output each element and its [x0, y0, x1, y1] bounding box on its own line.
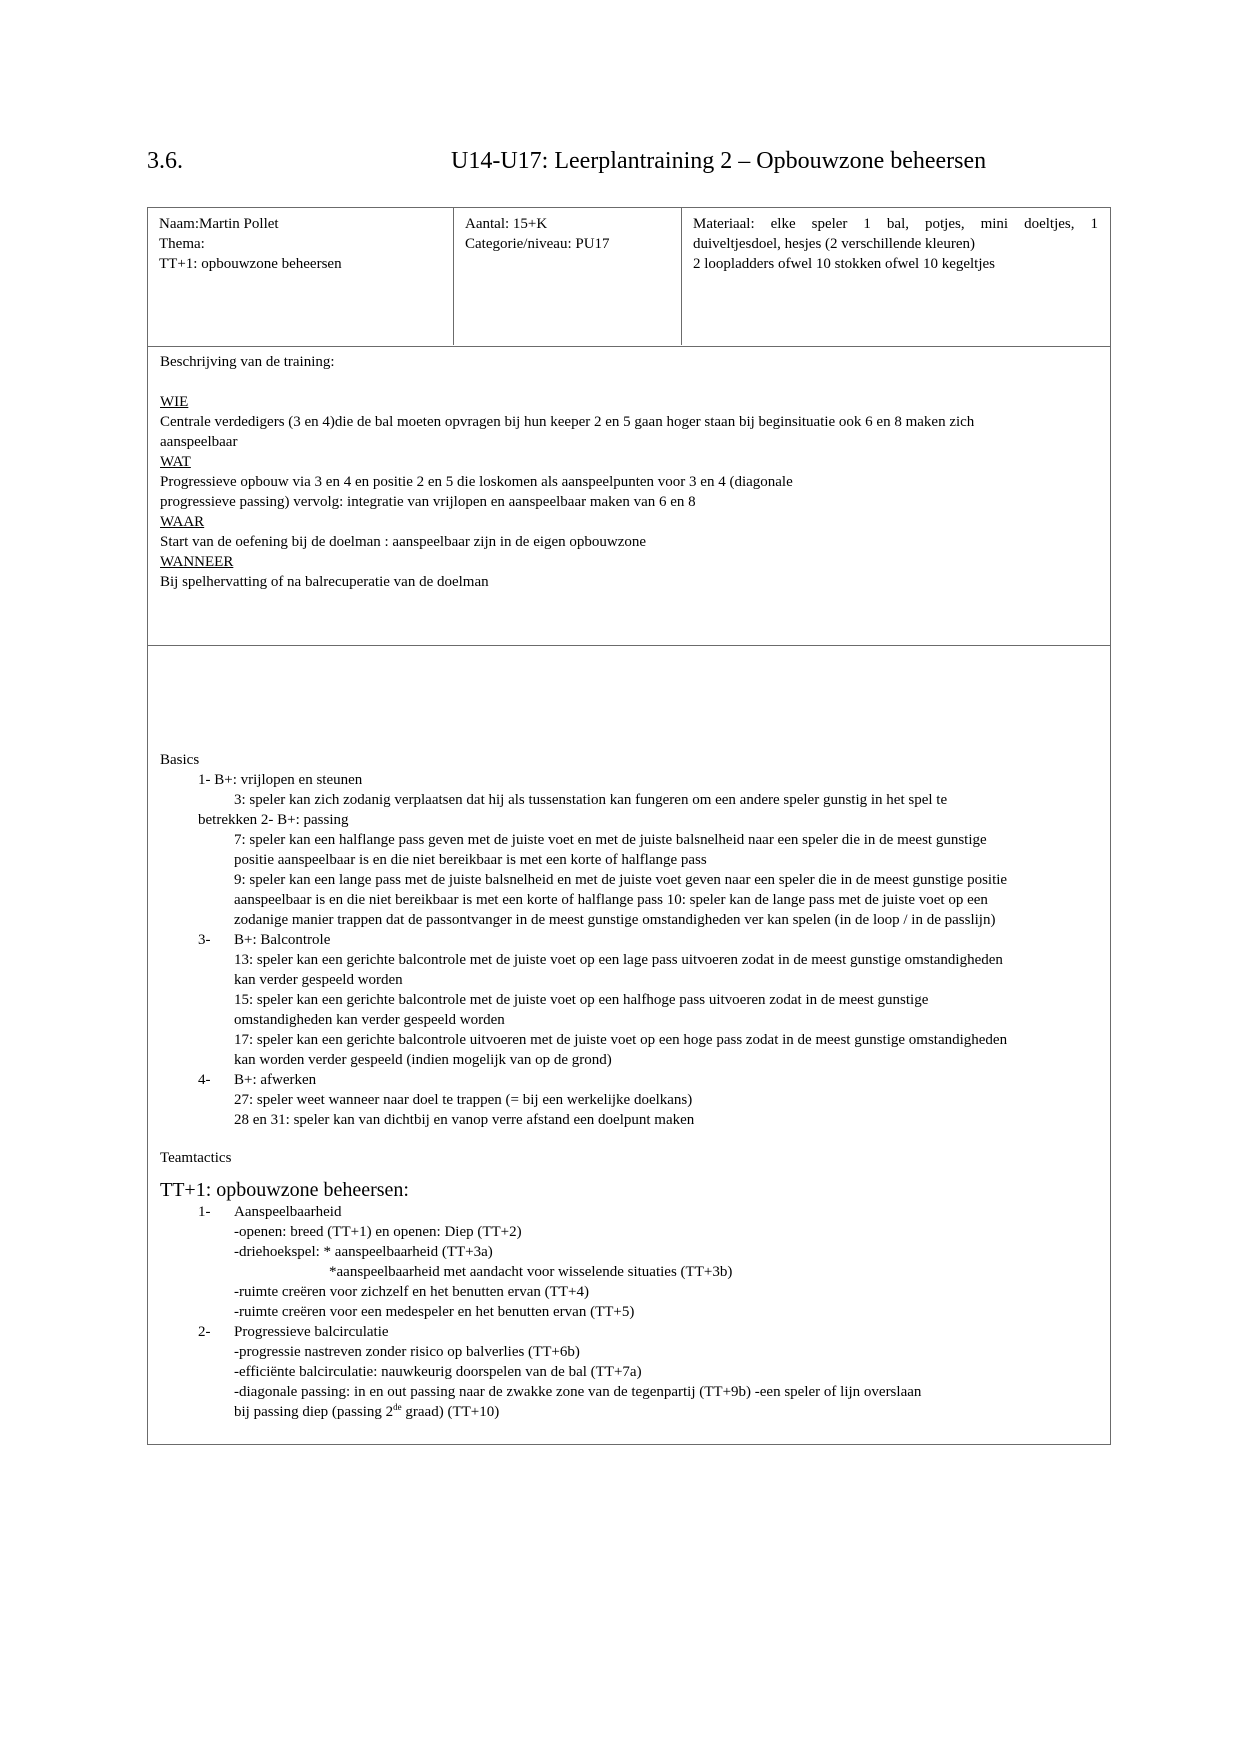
basics-text: kan worden verder gespeeld (indien mogelijk van op de grond): [234, 1052, 612, 1068]
basics-item-number: 4-: [198, 1072, 211, 1088]
wie-text: Centrale verdedigers (3 en 4)die de bal moeten opvragen bij hun keeper 2 en 5 gaan hoger staan bij beginsituatie ook 6 en 8 maken zich: [160, 414, 975, 430]
description-section: [160, 352, 1098, 592]
tt-text: -openen: breed (TT+1) en openen: Diep (TT+2): [234, 1224, 522, 1240]
waar-label: WAAR: [160, 514, 205, 530]
tt-text-part: graad) (TT+10): [401, 1404, 500, 1420]
basics-text: kan verder gespeeld worden: [234, 972, 403, 988]
tt-text: *aanspeelbaarheid met aandacht voor wisselende situaties (TT+3b): [329, 1264, 733, 1280]
tt-text: -ruimte creëren voor een medespeler en het benutten ervan (TT+5): [234, 1304, 635, 1320]
teamtactics-title: TT+1: opbouwzone beheersen:: [160, 1179, 409, 1201]
tt-text-part: bij passing diep (passing 2: [234, 1404, 394, 1420]
tt-item-number: 1-: [198, 1204, 211, 1220]
material-line: Materiaal: elke speler 1 bal, potjes, mini doeltjes, 1: [693, 216, 1098, 232]
wat-text: progressieve passing) vervolg: integratie van vrijlopen en aanspeelbaar maken van 6 en 8: [160, 494, 696, 510]
basics-text: 27: speler weet wanneer naar doel te trappen (= bij een werkelijke doelkans): [234, 1092, 693, 1108]
basics-text: 7: speler kan een halflange pass geven met de juiste voet en met de juiste balsnelheid naar een speler die in de meest gunstige: [234, 832, 987, 848]
superscript: de: [393, 1402, 402, 1412]
theme-label: Thema:: [159, 236, 205, 252]
basics-text: 13: speler kan een gerichte balcontrole met de juiste voet op een lage pass uitvoeren zodat in de meest gunstige omstandigheden: [234, 952, 1003, 968]
wie-label: WIE: [160, 394, 189, 410]
basics-text: 17: speler kan een gerichte balcontrole uitvoeren met de juiste voet op een hoge pass zodat in de meest gunstige omstandigheden: [234, 1032, 1008, 1048]
tt-text: -driehoekspel: * aanspeelbaarheid (TT+3a): [234, 1244, 493, 1260]
basics-text: 9: speler kan een lange pass met de juiste balsnelheid en met de juiste voet geven naar een speler die in de meest gunstige positie: [234, 872, 1008, 888]
basics-heading: Basics: [160, 752, 200, 768]
wanneer-label: WANNEER: [160, 554, 234, 570]
wat-label: WAT: [160, 454, 191, 470]
section-number: 3.6.: [147, 148, 183, 174]
tt-text: -diagonale passing: in en out passing naar de zwakke zone van de tegenpartij (TT+9b) -een speler of lijn overslaan: [234, 1384, 922, 1400]
material-line: 2 loopladders ofwel 10 stokken ofwel 10 kegeltjes: [693, 256, 996, 272]
teamtactics-heading: Teamtactics: [160, 1150, 232, 1166]
basics-text: omstandigheden kan verder gespeeld worden: [234, 1012, 505, 1028]
basics-item: B+: Balcontrole: [234, 932, 331, 948]
basics-item-number: 3-: [198, 932, 211, 948]
waar-text: Start van de oefening bij de doelman : aanspeelbaar zijn in de eigen opbouwzone: [160, 534, 647, 550]
basics-text: 28 en 31: speler kan van dichtbij en vanop verre afstand een doelpunt maken: [234, 1112, 695, 1128]
basics-text: 3: speler kan zich zodanig verplaatsen dat hij als tussenstation kan fungeren om een andere speler gunstig in het spel te: [234, 792, 948, 808]
wat-text: Progressieve opbouw via 3 en 4 en positie 2 en 5 die loskomen als aanspeelpunten voor 3 en 4 (diagonale: [160, 474, 793, 490]
basics-item: 1- B+: vrijlopen en steunen: [198, 772, 363, 788]
trainer-name: Naam:Martin Pollet: [159, 216, 279, 232]
player-count: Aantal: 15+K: [465, 216, 548, 232]
basics-text: betrekken 2- B+: passing: [198, 812, 349, 828]
wie-text: aanspeelbaar: [160, 434, 238, 450]
tt-item-number: 2-: [198, 1324, 211, 1340]
description-heading: Beschrijving van de training:: [160, 354, 335, 370]
material-line: duiveltjesdoel, hesjes (2 verschillende kleuren): [693, 236, 975, 252]
name-theme-cell: [159, 214, 429, 274]
category-level: Categorie/niveau: PU17: [465, 236, 610, 252]
basics-text: zodanige manier trappen dat de passontvanger in de meest gunstige omstandigheden ver kan spelen (in de loop / in de passlijn): [234, 912, 996, 928]
tt-item: Progressieve balcirculatie: [234, 1324, 389, 1340]
material-cell: [693, 214, 1098, 274]
tt-text: [234, 1402, 499, 1422]
page-title: U14-U17: Leerplantraining 2 – Opbouwzone beheersen: [451, 148, 987, 174]
tt-text: -progressie nastreven zonder risico op balverlies (TT+6b): [234, 1344, 580, 1360]
teamtactics-section: [160, 1148, 1098, 1422]
basics-item: B+: afwerken: [234, 1072, 317, 1088]
basics-text: aanspeelbaar is en die niet bereikbaar is met een korte of halflange pass 10: speler kan de lange pass met de juiste voet op een: [234, 892, 988, 908]
tt-text: -efficiënte balcirculatie: nauwkeurig doorspelen van de bal (TT+7a): [234, 1364, 642, 1380]
tt-item: Aanspeelbaarheid: [234, 1204, 342, 1220]
tt-text: -ruimte creëren voor zichzelf en het benutten ervan (TT+4): [234, 1284, 589, 1300]
basics-text: positie aanspeelbaar is en die niet bereikbaar is met een korte of halflange pass: [234, 852, 707, 868]
training-table: [147, 207, 1111, 1445]
wanneer-text: Bij spelhervatting of na balrecuperatie van de doelman: [160, 574, 489, 590]
theme-value: TT+1: opbouwzone beheersen: [159, 256, 342, 272]
basics-section: [160, 750, 1098, 1130]
count-category-cell: [465, 214, 665, 254]
basics-text: 15: speler kan een gerichte balcontrole met de juiste voet op een halfhoge pass uitvoeren zodat in de meest gunstige: [234, 992, 929, 1008]
